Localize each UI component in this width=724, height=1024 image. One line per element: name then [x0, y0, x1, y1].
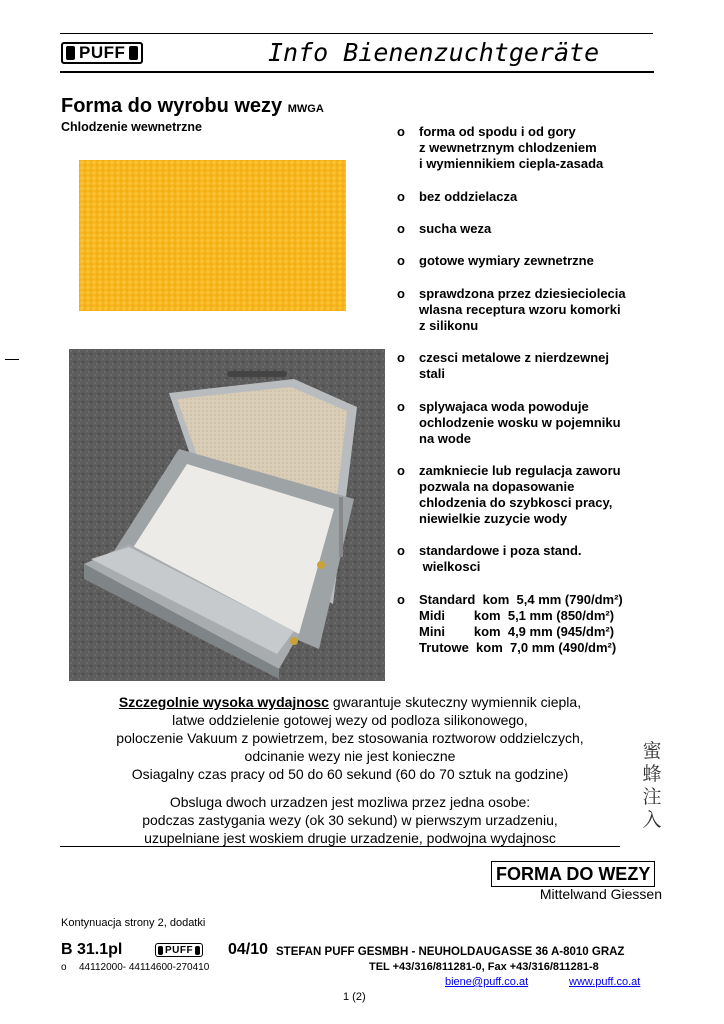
- feature-text: gotowe wymiary zewnetrzne: [419, 253, 594, 268]
- feature-bullet: o: [397, 463, 405, 478]
- kanji-column: [640, 740, 664, 832]
- kanji-char: 蜂: [642, 763, 662, 785]
- kanji-char: 注: [642, 786, 662, 808]
- feature-text: standardowe i poza stand. wielkosci: [419, 543, 582, 574]
- feature-text: sucha weza: [419, 221, 492, 236]
- feature-text: splywajaca woda powoduje ochlodzenie wosku w pojemniku na wode: [419, 399, 621, 446]
- article-numbers: 44112000- 44114600-270410: [79, 962, 210, 973]
- kanji-char: 入: [642, 809, 662, 831]
- logo-text: PUFF: [79, 43, 126, 62]
- feature-bullet: o: [397, 221, 405, 236]
- header-top-rule: [60, 33, 653, 34]
- continuation-note: Kontynuacja strony 2, dodatki: [61, 917, 206, 929]
- description-line6: Obsluga dwoch urzadzen jest mozliwa przez jedna osobe:: [169, 794, 531, 810]
- description-line7: podczas zastygania wezy (ok 30 sekund) w pierwszym urzadzeniu,: [142, 812, 558, 828]
- description-line8: uzupelniane jest woskiem drugie urzadzenie, podwojna wydajnosc: [144, 830, 556, 846]
- document-date: 04/10: [228, 941, 269, 958]
- puff-logo: [61, 42, 143, 64]
- feature-bullet: o: [397, 350, 405, 365]
- feature-text: sprawdzona przez dziesieciolecia wlasna receptura wzoru komorki z silikonu: [419, 286, 626, 333]
- page-title: Info Bienenzuchtgeräte: [268, 38, 600, 67]
- product-code: MWGA: [287, 103, 324, 115]
- product-box-title: FORMA DO WEZY: [491, 861, 655, 887]
- product-title: [61, 95, 324, 118]
- product-name: Forma do wyrobu wezy: [61, 95, 283, 117]
- description-line5: Osiagalny czas pracy od 50 do 60 sekund (60 do 70 sztuk na godzine): [131, 766, 569, 782]
- margin-mark: [5, 359, 19, 360]
- feature-bullet: o: [397, 592, 405, 607]
- feature-text: Standard kom 5,4 mm (790/dm²) Midi kom 5,1 mm (850/dm²) Mini kom 4,9 mm (945/dm²) Trutowe kom 7,0 mm (490/dm²): [419, 592, 623, 655]
- feature-bullet: o: [397, 253, 405, 268]
- footer-logo-text: PUFF: [165, 944, 194, 956]
- description-line: [60, 693, 640, 711]
- feature-bullet: o: [397, 124, 405, 139]
- document-id: B 31.1pl: [61, 941, 123, 958]
- product-subtitle: Chlodzenie wewnetrzne: [61, 120, 202, 134]
- contact-phone-fax: TEL +43/316/811281-0, Fax +43/316/811281-8: [369, 961, 599, 973]
- website-link[interactable]: www.puff.co.at: [569, 976, 641, 988]
- feature-text: czesci metalowe z nierdzewnej stali: [419, 350, 610, 381]
- feature-bullet: o: [397, 399, 405, 414]
- company-address: STEFAN PUFF GESMBH - NEUHOLDAUGASSE 36 A-8010 GRAZ: [276, 946, 625, 958]
- product-box-subtitle: Mittelwand Giessen: [539, 886, 662, 902]
- mould-machine-photo: [69, 349, 385, 681]
- description-line2: latwe oddzielenie gotowej wezy od podloza silikonowego,: [172, 712, 528, 728]
- description-highlight: Szczegolnie wysoka wydajnosc: [118, 694, 329, 710]
- feature-bullet: o: [397, 189, 405, 204]
- feature-text: zamkniecie lub regulacja zaworu pozwala na dopasowanie chlodzenia do szybkosci pracy, niewielkie zuzycie wody: [419, 463, 621, 526]
- kanji-char: 蜜: [642, 740, 662, 762]
- honeycomb-sheet-image: [79, 160, 346, 311]
- description-rule: [60, 846, 620, 847]
- footer-puff-logo: [155, 943, 203, 957]
- feature-text: forma od spodu i od gory z wewnetrznym chlodzeniem i wymiennikiem ciepla-zasada: [419, 124, 604, 171]
- feature-bullet: o: [397, 543, 405, 558]
- feature-bullet: o: [397, 286, 405, 301]
- email-link[interactable]: biene@puff.co.at: [445, 976, 529, 988]
- header-bottom-rule: [60, 71, 654, 73]
- description-line4: odcinanie wezy nie jest konieczne: [244, 748, 456, 764]
- page-number: 1 (2): [343, 991, 366, 1003]
- description-line3: poloczenie Vakuum z powietrzem, bez stosowania roztworow oddzielczych,: [116, 730, 584, 746]
- feature-text: bez oddzielacza: [419, 189, 518, 204]
- description-line1: gwarantuje skuteczny wymiennik ciepla,: [328, 694, 582, 710]
- article-bullet: o: [61, 962, 67, 973]
